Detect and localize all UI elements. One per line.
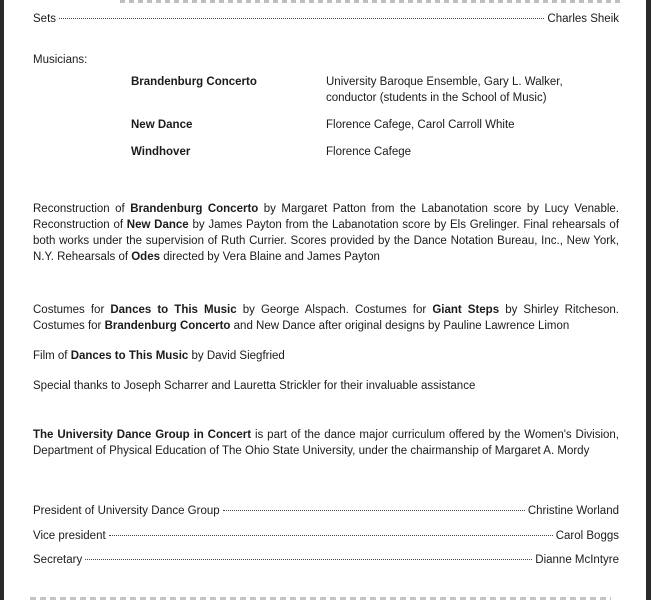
- concert-paragraph: [33, 427, 619, 459]
- dot-leader: [59, 18, 544, 19]
- sets-label: Sets: [33, 13, 57, 25]
- left-border: [0, 0, 4, 600]
- right-border: [646, 0, 651, 600]
- musician-piece-windhover: Windhover: [131, 146, 191, 158]
- dot-leader: [85, 559, 532, 560]
- text: Reconstruction of: [33, 203, 131, 215]
- dot-leader: [223, 510, 525, 511]
- text: Film of: [33, 350, 71, 362]
- officer-name: Dianne McIntyre: [535, 554, 619, 566]
- musician-piece-new-dance: New Dance: [131, 119, 193, 131]
- costumes-paragraph: [33, 302, 619, 334]
- text: by David Siegfried: [188, 350, 285, 362]
- officer-row: [33, 554, 619, 566]
- text: by George Alspach. Costumes for: [236, 304, 433, 316]
- text: and New Dance after original designs by Pauline Lawrence Limon: [230, 320, 570, 332]
- musician-performers-windhover: Florence Cafege: [326, 146, 412, 158]
- work-title: Dances to This Music: [70, 350, 189, 362]
- musician-performers-brandenburg-line1: University Baroque Ensemble, Gary L. Walker,: [326, 76, 563, 88]
- top-cut-text-line: [120, 0, 621, 3]
- text: is part of the dance major curriculum offered by the Women's Division, Department of Physical Education of The Ohio State University, under the chairmanship of Margaret A. Mordy: [33, 429, 619, 457]
- officer-row: [33, 530, 619, 542]
- work-title: New Dance: [126, 219, 189, 231]
- musician-piece-brandenburg: Brandenburg Concerto: [131, 76, 257, 88]
- officer-role: President of University Dance Group: [33, 505, 220, 517]
- special-thanks: Special thanks to Joseph Scharrer and Lauretta Strickler for their invaluable assistance: [33, 380, 476, 392]
- dot-leader: [109, 535, 553, 536]
- officer-name: Christine Worland: [527, 505, 619, 517]
- text: Costumes for: [33, 304, 111, 316]
- text: by James Payton from the Labanotation score by Els Grelinger. Final rehearsals of both works under the supervision of Ruth Currier. Scores provided by the Dance Notation Bureau, Inc., New York, N.Y. Rehearsals of: [33, 219, 620, 263]
- text: directed by Vera Blaine and James Payton: [160, 251, 380, 263]
- work-title: Dances to This Music: [110, 304, 237, 316]
- musician-performers-new-dance: Florence Cafege, Carol Carroll White: [326, 119, 515, 131]
- sets-value: Charles Sheik: [547, 13, 619, 25]
- text: by Shirley Ritcheson. Costumes for: [33, 304, 619, 332]
- reconstruction-paragraph: [33, 201, 619, 265]
- officer-role: Secretary: [33, 554, 83, 566]
- text: by Margaret Patton from the Labanotation score by Lucy Venable. Reconstruction of: [33, 203, 619, 231]
- officer-name: Carol Boggs: [555, 530, 619, 542]
- work-title: Odes: [131, 251, 160, 263]
- sets-credit-row: [33, 13, 619, 25]
- officer-row: [33, 505, 619, 517]
- work-title: Brandenburg Concerto: [104, 320, 231, 332]
- work-title: Giant Steps: [432, 304, 500, 316]
- musicians-heading: Musicians:: [33, 54, 88, 66]
- film-credit: [33, 350, 285, 362]
- officer-role: Vice president: [33, 530, 106, 542]
- musician-performers-brandenburg-line2: conductor (students in the School of Music): [326, 92, 547, 104]
- work-title: Brandenburg Concerto: [130, 203, 259, 215]
- concert-title: The University Dance Group in Concert: [33, 429, 252, 441]
